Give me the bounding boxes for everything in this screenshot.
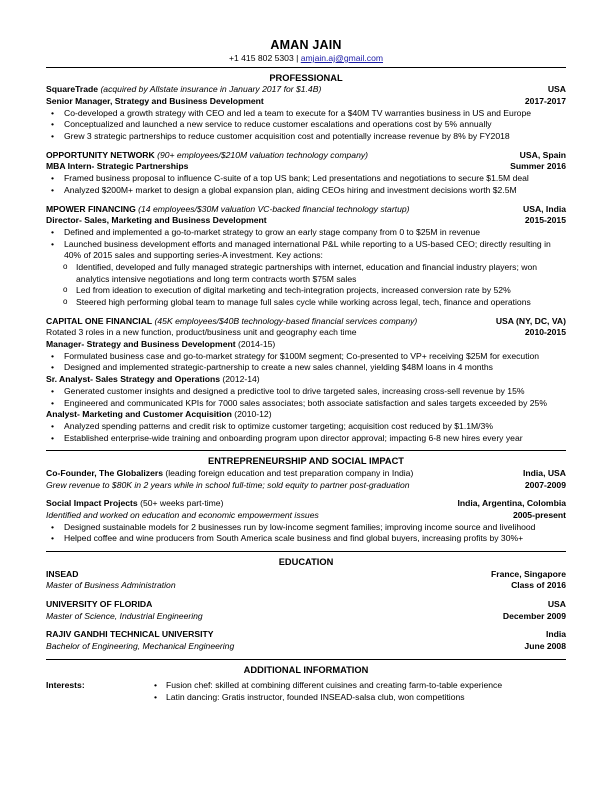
venture-location: India, USA xyxy=(523,467,566,478)
company-description: (acquired by Allstate insurance in January 2017 for $1.4B) xyxy=(98,84,322,95)
phone-number: +1 415 802 5303 | xyxy=(228,53,301,63)
education-insead xyxy=(46,569,566,592)
bullet-item: • Defined and implemented a go-to-market strategy to grow an early stage company from 0 to $25M in revenue xyxy=(46,227,566,239)
degree: Bachelor of Engineering, Mechanical Engineering xyxy=(46,641,235,652)
bullet-item: • Grew 3 strategic partnerships to reduce customer acquisition cost and potentially increase revenue by 8% by FY2018 xyxy=(46,131,566,143)
school-location: India xyxy=(545,629,566,640)
job-dates: 2017-2017 xyxy=(524,96,566,107)
job-location: USA xyxy=(547,84,566,95)
graduation-date: June 2008 xyxy=(524,641,566,652)
bullet-item: • Analyzed spending patterns and credit risk to optimize customer targeting; acquisition cost reduced by $1.1M/3% xyxy=(46,421,566,433)
company-name: OPPORTUNITY NETWORK xyxy=(46,149,155,160)
sub-bullet-item: o Led from ideation to execution of digital marketing and tech-integration projects, increased conversion rate by 52% xyxy=(46,285,566,297)
company-description: (90+ employees/$210M valuation technology company) xyxy=(154,149,369,160)
job-capital-one xyxy=(46,316,566,445)
role-title: Sr. Analyst- Sales Strategy and Operations xyxy=(46,374,221,385)
school-location: France, Singapore xyxy=(491,568,566,579)
education-university-of-florida xyxy=(46,599,566,622)
bullet-item: • Co-developed a growth strategy with CEO and led a team to execute for a $40M TV warranties business in US and Europe xyxy=(46,108,566,120)
sub-bullet-item: o Steered high performing global team to manage full sales cycle while working across legal, tech, finance and operations xyxy=(46,297,566,309)
candidate-name: AMAN JAIN xyxy=(270,38,342,52)
role-title: Manager- Strategy and Business Development xyxy=(46,339,236,350)
job-dates: 2010-2015 xyxy=(524,327,566,338)
venture-summary: Grew revenue to $80K in 2 years while in school full-time; sold equity to partner post-graduation xyxy=(46,479,410,490)
interest-item: • Latin dancing: Gratis instructor, founded INSEAD-salsa club, won competitions xyxy=(154,692,502,704)
venture-globalizers xyxy=(46,468,566,491)
job-location: USA, India xyxy=(523,203,566,214)
company-name: MPOWER FINANCING xyxy=(46,203,136,214)
job-summary: Rotated 3 roles in a new function, product/business unit and geography each time xyxy=(46,327,357,338)
job-title: Director- Sales, Marketing and Business Development xyxy=(46,215,267,226)
job-squaretrade xyxy=(46,84,566,142)
section-additional-heading: ADDITIONAL INFORMATION xyxy=(46,659,566,677)
bullet-item: • Engineered and communicated KPIs for 7000 sales associates; both associate satisfaction and sales targets exceeded by 25% xyxy=(46,398,566,410)
education-rajiv-gandhi xyxy=(46,629,566,652)
school-name: UNIVERSITY OF FLORIDA xyxy=(46,599,153,610)
venture-name: Co-Founder, The Globalizers xyxy=(46,467,163,478)
company-name: SquareTrade xyxy=(46,84,99,95)
graduation-date: December 2009 xyxy=(502,610,566,621)
bullet-item: • Generated customer insights and designed a predictive tool to drive targeted sales, increasing cross-sell revenue by 15% xyxy=(46,386,566,398)
venture-dates: 2005-present xyxy=(512,509,566,520)
role-title: Analyst- Marketing and Customer Acquisition xyxy=(46,409,232,420)
school-name: INSEAD xyxy=(46,568,79,579)
venture-dates: 2007-2009 xyxy=(524,479,566,490)
company-description: (45K employees/$40B technology-based financial services company) xyxy=(152,315,418,326)
job-opportunity-network xyxy=(46,150,566,197)
email-link[interactable]: amjain.aj@gmail.com xyxy=(300,53,384,63)
job-dates: Summer 2016 xyxy=(510,161,566,172)
bullet-item: • Launched business development efforts and managed international P&L while reporting to a US-based CEO; directly resulting in 40% of 2015 sales and supporting series-A investment. Key actions: xyxy=(46,239,566,262)
bullet-item: • Designed sustainable models for 2 businesses run by low-income segment families; improving income source and livelihood xyxy=(46,522,566,534)
venture-location: India, Argentina, Colombia xyxy=(457,498,566,509)
role-period: (2010-12) xyxy=(231,409,272,420)
sub-bullet-item: o Identified, developed and fully managed strategic partnerships with internet, education and financial industry players; won analytics intensive negotiations and long term contracts worth $75M sales xyxy=(46,262,566,285)
venture-social-impact xyxy=(46,498,566,545)
bullet-item: • Helped coffee and wine producers from South America scale business and find global buyers, increasing profits by 30%+ xyxy=(46,533,566,545)
degree: Master of Business Administration xyxy=(46,580,176,591)
bullet-item: • Analyzed $200M+ market to design a global expansion plan, aiding CEOs hiring and investment decisions worth $2.5M xyxy=(46,185,566,197)
venture-name: Social Impact Projects xyxy=(46,498,138,509)
interest-item: • Fusion chef: skilled at combining different cuisines and creating farm-to-table experience xyxy=(154,680,502,692)
job-mpower-financing xyxy=(46,204,566,309)
venture-description: (leading foreign education and test preparation company in India) xyxy=(162,467,414,478)
bullet-item: • Designed and implemented strategic-partnership to create a new sales channel, yielding $48M loans in 4 months xyxy=(46,362,566,374)
interests-label: Interests: xyxy=(46,680,85,691)
section-entrepreneurship-heading: ENTREPRENEURSHIP AND SOCIAL IMPACT xyxy=(46,450,566,468)
role-period: (2014-15) xyxy=(235,339,276,350)
section-education-heading: EDUCATION xyxy=(46,551,566,569)
job-location: USA (NY, DC, VA) xyxy=(495,315,566,326)
school-name: RAJIV GANDHI TECHNICAL UNIVERSITY xyxy=(46,629,214,640)
section-professional-heading: PROFESSIONAL xyxy=(46,67,566,85)
bullet-item: • Established enterprise-wide training and onboarding program upon director approval; impacting 6-8 new hires every year xyxy=(46,433,566,445)
job-title: Senior Manager, Strategy and Business Development xyxy=(46,96,264,107)
job-title: MBA Intern- Strategic Partnerships xyxy=(46,161,189,172)
venture-description: (50+ weeks part-time) xyxy=(137,498,224,509)
contact-line xyxy=(46,53,566,65)
bullet-item: • Conceptualized and launched a new service to reduce customer escalations and operations cost by 5% annually xyxy=(46,119,566,131)
company-name: CAPITAL ONE FINANCIAL xyxy=(46,315,153,326)
bullet-item: • Framed business proposal to influence C-suite of a top US bank; Led presentations and negotiations to secure $1.5M deal xyxy=(46,173,566,185)
job-dates: 2015-2015 xyxy=(524,215,566,226)
job-location: USA, Spain xyxy=(519,149,566,160)
school-location: USA xyxy=(547,599,566,610)
graduation-date: Class of 2016 xyxy=(511,580,566,591)
bullet-item: • Formulated business case and go-to-market strategy for $100M segment; Co-presented to VP+ receiving $25M for execution xyxy=(46,351,566,363)
role-period: (2012-14) xyxy=(220,374,260,385)
venture-summary: Identified and worked on education and economic empowerment issues xyxy=(46,509,319,520)
interests-block xyxy=(46,680,566,703)
company-description: (14 employees/$30M valuation VC-backed financial technology startup) xyxy=(135,203,410,214)
degree: Master of Science, Industrial Engineering xyxy=(46,610,203,621)
